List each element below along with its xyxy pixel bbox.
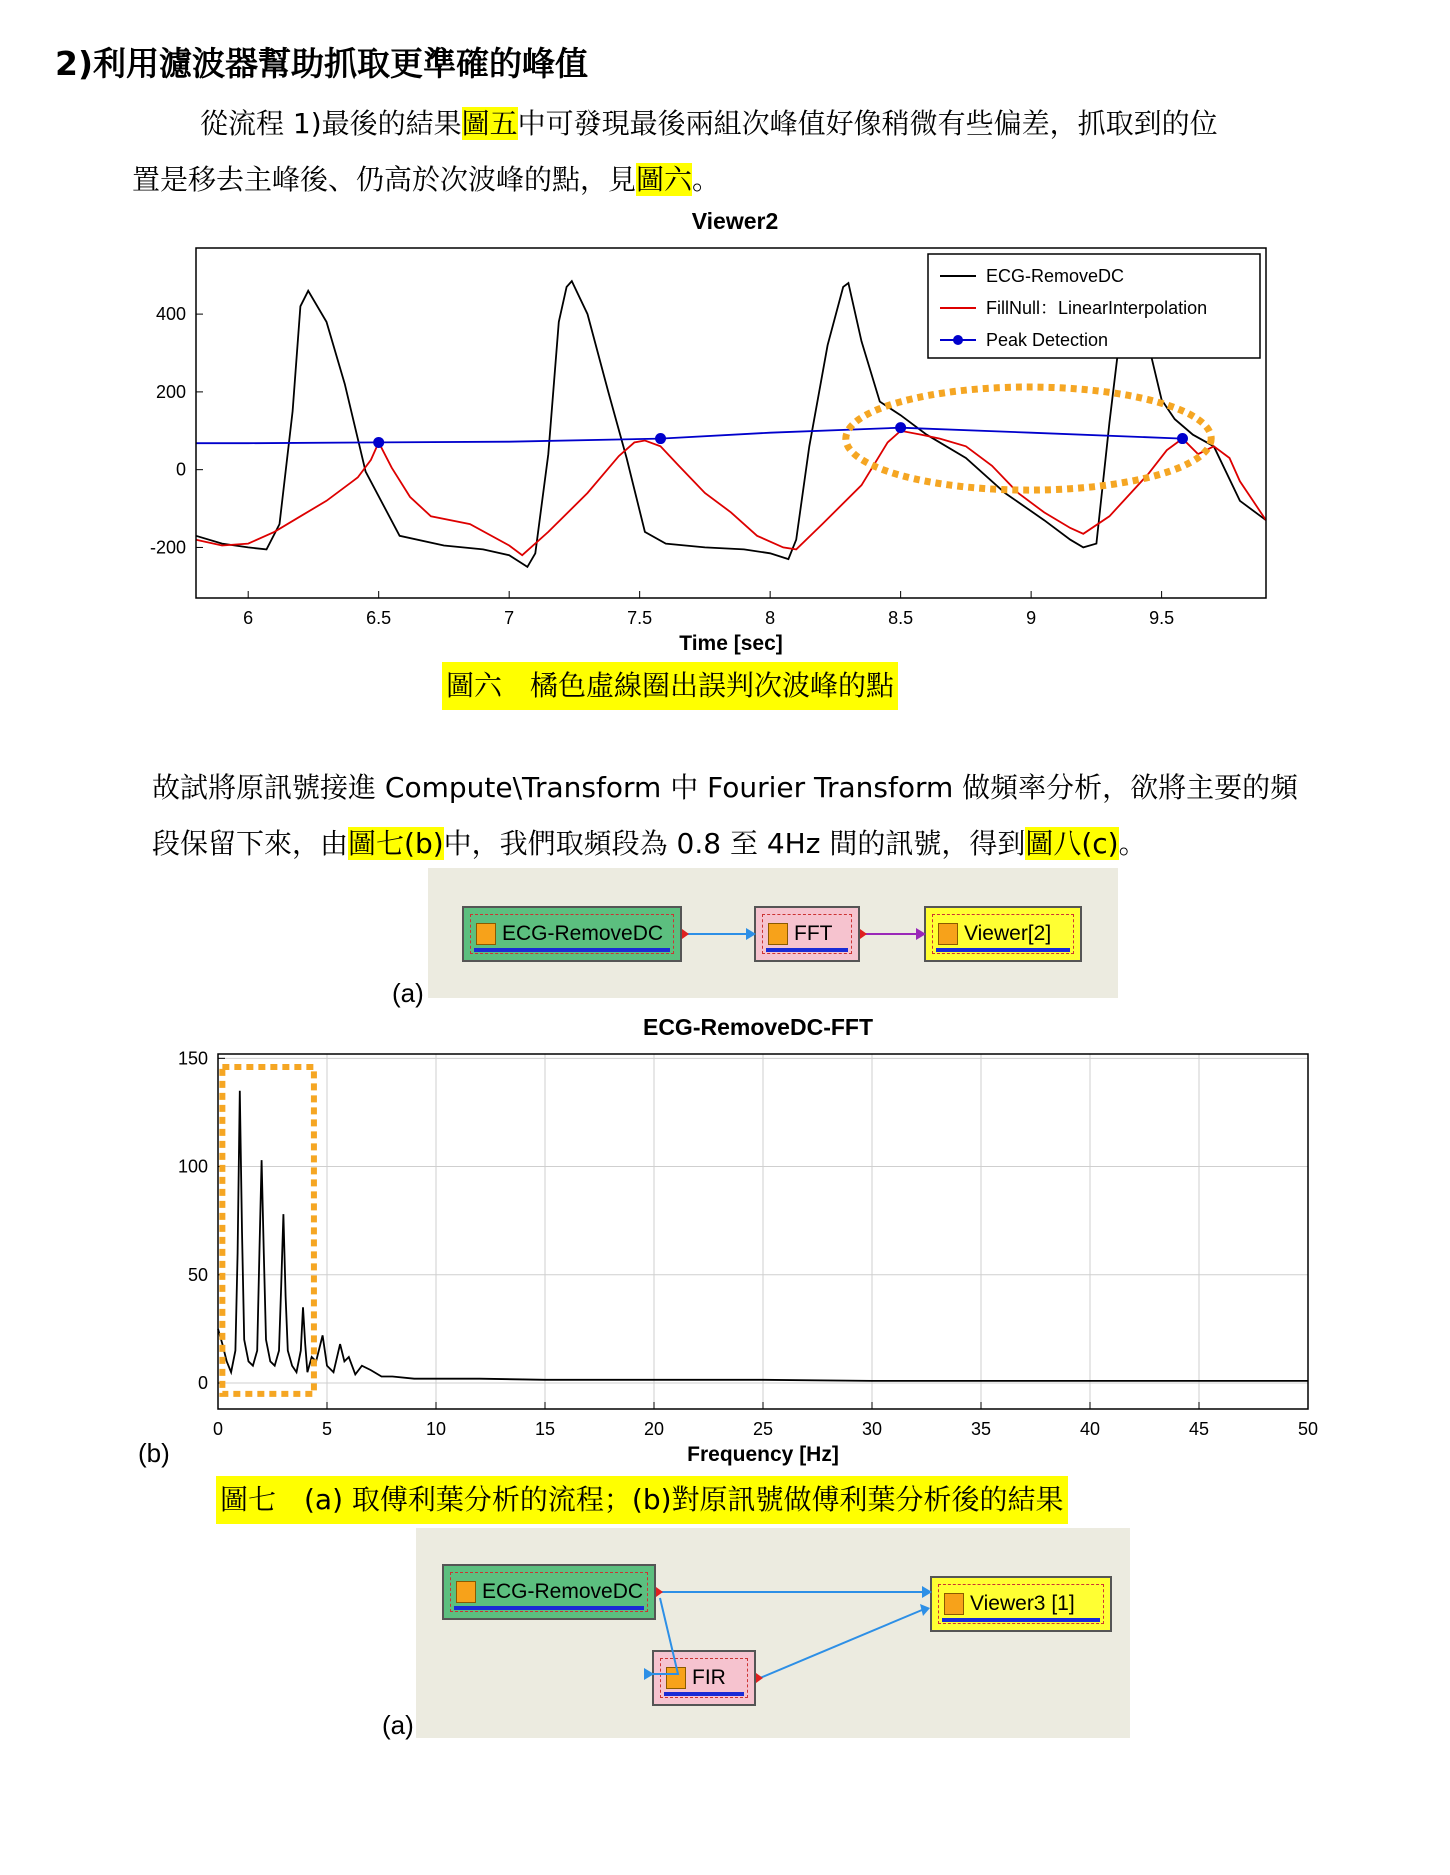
para2-highlight-fig8c: 圖八(c)	[1025, 827, 1119, 860]
para1-text-a: 從流程 1)最後的結果	[200, 107, 462, 140]
flow1-panel	[428, 868, 1118, 998]
legend-marker	[953, 335, 963, 345]
x-tick-label: 5	[321, 1419, 333, 1439]
y-tick-label: 0	[175, 459, 186, 480]
flow2-node-ecg-label: ECG-RemoveDC	[482, 1580, 644, 1603]
series-line-2	[196, 428, 1183, 444]
peak-point	[1177, 433, 1188, 444]
fig7-sublabel-b: (b)	[138, 1438, 170, 1468]
para1-highlight-fig5: 圖五	[461, 107, 518, 140]
paragraph-1-line-2	[132, 152, 720, 208]
y-tick-label: 200	[155, 381, 186, 402]
peak-point	[655, 433, 666, 444]
y-tick-label: 150	[177, 1048, 208, 1069]
fig7-chart	[150, 1046, 1320, 1466]
x-tick-label: 0	[212, 1419, 224, 1439]
fig7-plot-title: ECG-RemoveDC-FFT	[642, 1014, 873, 1040]
x-tick-label: 40	[1079, 1419, 1101, 1439]
legend-entry: Peak Detection	[986, 330, 1109, 350]
x-tick-label: 9.5	[1149, 608, 1175, 628]
para2-highlight-fig7b: 圖七(b)	[348, 827, 444, 860]
flow1-node-fft-label: FFT	[794, 922, 833, 945]
paragraph-2-line-1: 故試將原訊號接進 Compute\Transform 中 Fourier Transform 做頻率分析，欲將主要的頻	[152, 771, 1299, 804]
fig6-plot-title: Viewer2	[691, 208, 779, 234]
legend-entry: ECG-RemoveDC	[986, 266, 1125, 286]
flow2-panel	[416, 1528, 1130, 1738]
x-axis-label: Time [sec]	[679, 632, 783, 655]
x-tick-label: 45	[1188, 1419, 1210, 1439]
x-tick-label: 7	[504, 608, 515, 628]
paragraph-2-line-2	[152, 816, 1147, 872]
peak-point	[895, 422, 906, 433]
flow2-node-viewer-label: Viewer3 [1]	[970, 1592, 1075, 1615]
x-tick-label: 9	[1026, 608, 1037, 628]
y-tick-label: 400	[155, 304, 186, 325]
x-tick-label: 30	[861, 1419, 883, 1439]
peak-point	[373, 437, 384, 448]
x-tick-label: 8.5	[888, 608, 914, 628]
para1-text-c: 置是移去主峰後、仍高於次波峰的點，見	[132, 163, 637, 196]
y-tick-label: 100	[177, 1156, 208, 1177]
x-tick-label: 7.5	[627, 608, 653, 628]
para1-text-d: 。	[692, 163, 721, 196]
section-heading: 2)利用濾波器幫助抓取更準確的峰值	[55, 44, 589, 83]
flow2-connectors	[416, 1528, 1130, 1738]
x-tick-label: 8	[765, 608, 776, 628]
x-tick-label: 25	[752, 1419, 774, 1439]
x-tick-label: 10	[425, 1419, 447, 1439]
para2-text-b: 中，我們取頻段為 0.8 至 4Hz 間的訊號，得到	[443, 827, 1026, 860]
para2-text-a: 段保留下來，由	[152, 827, 349, 860]
x-tick-label: 50	[1297, 1419, 1319, 1439]
flow1-node-ecg-label: ECG-RemoveDC	[502, 922, 664, 945]
x-tick-label: 20	[643, 1419, 665, 1439]
x-axis-label: Frequency [Hz]	[687, 1443, 839, 1466]
x-tick-label: 15	[534, 1419, 556, 1439]
y-tick-label: 50	[187, 1264, 208, 1285]
x-tick-label: 6	[243, 608, 254, 628]
flow2-node-fir-label: FIR	[692, 1666, 726, 1689]
legend-entry: FillNull：LinearInterpolation	[986, 298, 1208, 318]
flow1-connectors	[428, 868, 1118, 998]
paragraph-1-line-1	[200, 96, 1218, 152]
flow1-sublabel: (a)	[392, 978, 424, 1008]
y-tick-label: -200	[149, 537, 186, 558]
x-tick-label: 35	[970, 1419, 992, 1439]
flow1-node-viewer-label: Viewer[2]	[964, 922, 1052, 945]
fig7-caption: 圖七 (a) 取傅利葉分析的流程；(b)對原訊號做傅利葉分析後的結果	[216, 1476, 1068, 1524]
para1-highlight-fig6: 圖六	[636, 163, 693, 196]
para2-text-c: 。	[1118, 827, 1147, 860]
series-line-1	[196, 431, 1266, 555]
misjudged-peak-ellipse	[846, 387, 1211, 490]
para1-text-b: 中可發現最後兩組次峰值好像稍微有些偏差，抓取到的位	[517, 107, 1218, 140]
flow2-sublabel: (a)	[382, 1710, 414, 1740]
fig6-caption: 圖六 橘色虛線圈出誤判次波峰的點	[442, 662, 898, 710]
y-tick-label: 0	[197, 1373, 208, 1394]
fig6-chart	[130, 240, 1290, 660]
x-tick-label: 6.5	[366, 608, 392, 628]
